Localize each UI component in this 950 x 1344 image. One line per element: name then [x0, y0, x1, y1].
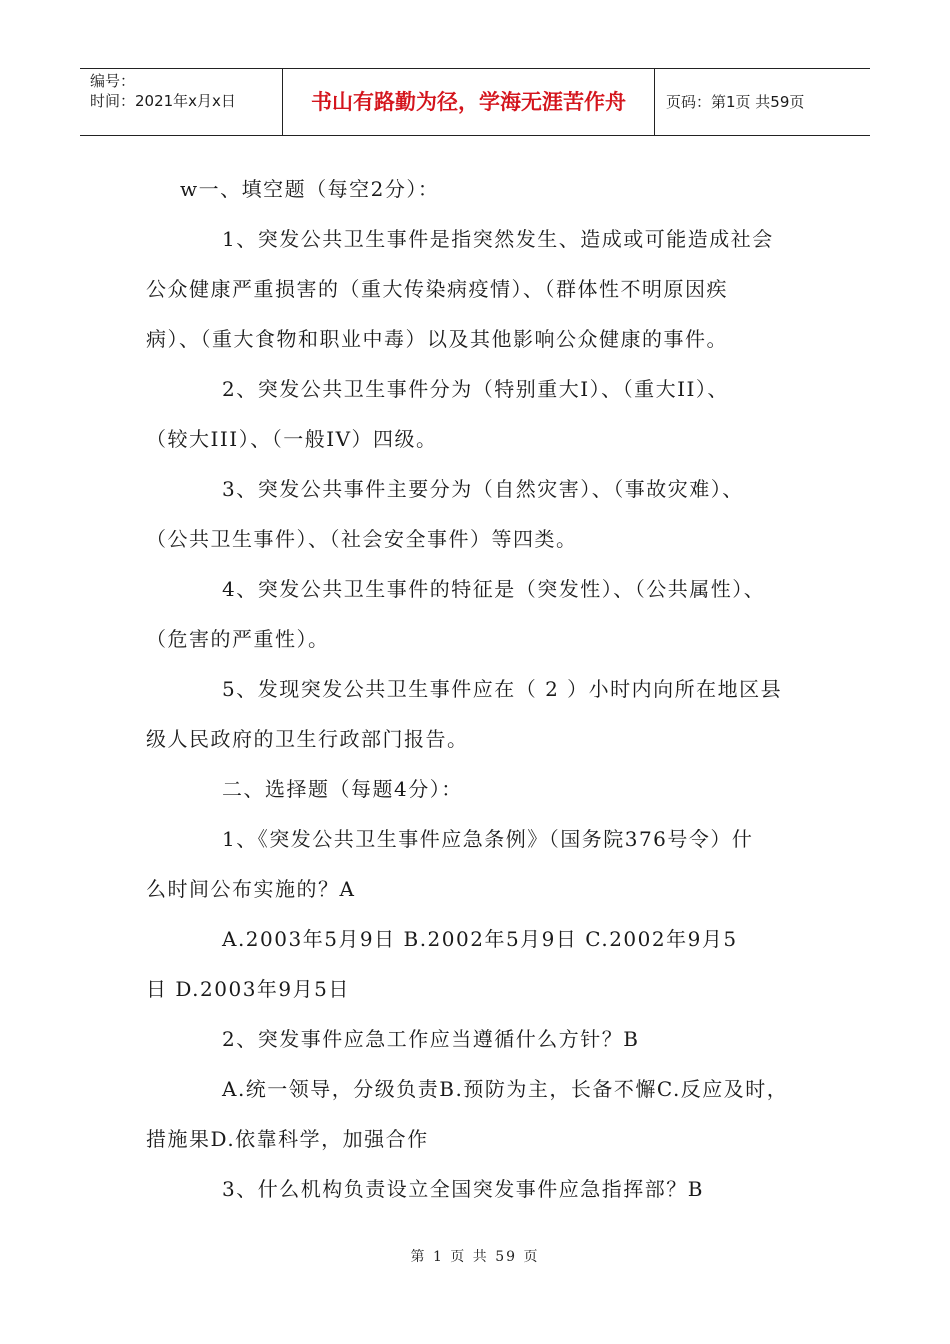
text-line: 3、突发公共事件主要分为（自然灾害）、（事故灾难）、	[222, 477, 744, 501]
document-body	[146, 164, 806, 1214]
text-line: 5、发现突发公共卫生事件应在（ 2 ）小时内向所在地区县	[222, 677, 783, 701]
text-line: 3、什么机构负责设立全国突发事件应急指挥部？B	[222, 1177, 704, 1201]
page-footer: 第 1 页 共 59 页	[410, 1249, 540, 1265]
text-line: 4、突发公共卫生事件的特征是（突发性）、（公共属性）、	[222, 577, 766, 601]
text-line: （公共卫生事件）、（社会安全事件）等四类。	[146, 527, 578, 551]
header-page-info: 页码：第1页 共59页	[666, 93, 805, 111]
text-line: A.统一领导，分级负责B.预防为主，长备不懈C.反应及时，	[222, 1077, 789, 1101]
date-label: 时间：2021年x月x日	[90, 92, 236, 110]
text-line: 日 D.2003年9月5日	[146, 977, 350, 1001]
header-meta	[80, 69, 283, 135]
text-line: 2、突发事件应急工作应当遵循什么方针？B	[222, 1027, 640, 1051]
text-line: 公众健康严重损害的（重大传染病疫情）、（群体性不明原因疾	[146, 277, 728, 301]
text-line: 1、突发公共卫生事件是指突然发生、造成或可能造成社会	[222, 227, 774, 251]
text-line: w一、填空题（每空2分）：	[180, 177, 440, 201]
text-line: 2、突发公共卫生事件分为（特别重大Ⅰ）、（重大II）、	[222, 377, 729, 401]
document-header	[80, 68, 870, 136]
text-line: 措施果D.依靠科学，加强合作	[146, 1127, 429, 1151]
text-line: 二、选择题（每题4分）：	[222, 777, 463, 801]
text-line: 么时间公布实施的？A	[146, 877, 356, 901]
text-line: 1、《突发公共卫生事件应急条例》（国务院376号令）什	[222, 827, 754, 851]
number-label: 编号：	[90, 72, 136, 90]
text-line: 级人民政府的卫生行政部门报告。	[146, 727, 469, 751]
text-line: （较大III）、（一般IV）四级。	[146, 427, 438, 451]
text-line: （危害的严重性）。	[146, 627, 330, 651]
text-line: A.2003年5月9日 B.2002年5月9日 C.2002年9月5	[222, 927, 738, 951]
header-motto: 书山有路勤为径，学海无涯苦作舟	[283, 69, 655, 135]
text-line: 病）、（重大食物和职业中毒）以及其他影响公众健康的事件。	[146, 327, 728, 351]
